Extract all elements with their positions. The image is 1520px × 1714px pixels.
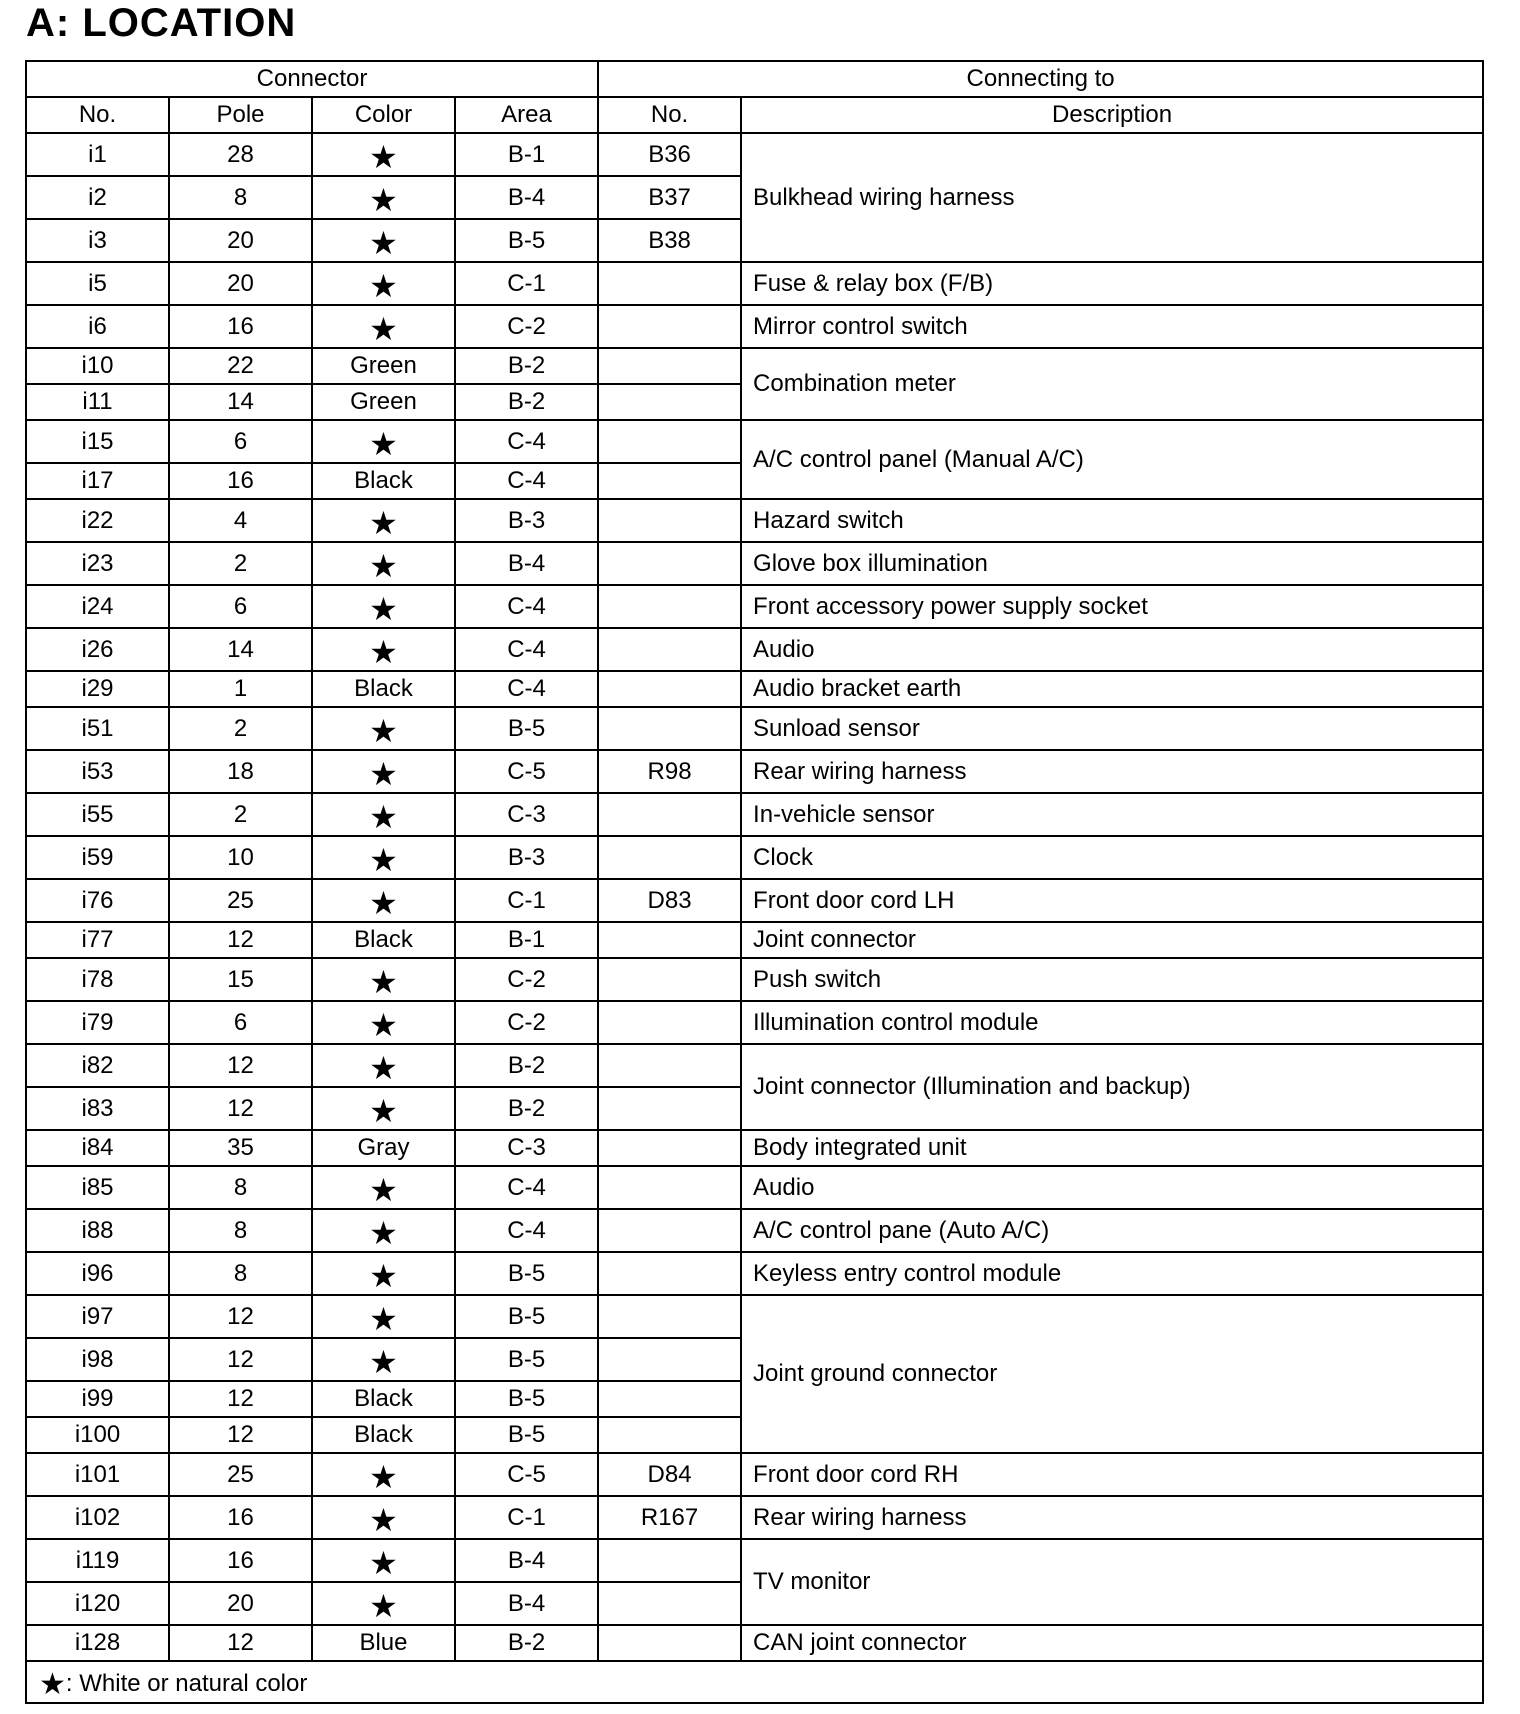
area-cell: C-4 [455,463,598,499]
star-icon: ★ [369,633,398,670]
table-row [26,671,1483,707]
color-cell [312,1338,455,1381]
area-cell: C-1 [455,262,598,305]
area-cell: C-4 [455,671,598,707]
color-cell: Black [312,1417,455,1453]
connector-no-cell: i128 [26,1625,169,1661]
color-cell [312,542,455,585]
area-cell: C-2 [455,305,598,348]
table-row [26,585,1483,628]
pole-cell: 12 [169,1087,312,1130]
connector-no-cell: i17 [26,463,169,499]
star-icon: ★ [369,310,398,347]
area-cell: C-4 [455,628,598,671]
color-cell [312,836,455,879]
pole-cell: 25 [169,1453,312,1496]
legend-text: : White or natural color [65,1669,308,1697]
description-cell: Illumination control module [741,1001,1483,1044]
area-cell: C-3 [455,1130,598,1166]
description-cell: TV monitor [741,1539,1483,1625]
area-cell: B-1 [455,133,598,176]
star-icon: ★ [369,181,398,218]
description-cell: Joint connector [741,922,1483,958]
color-cell [312,750,455,793]
pole-cell: 16 [169,463,312,499]
star-icon: ★ [369,547,398,584]
connector-no-cell: i5 [26,262,169,305]
area-cell: C-3 [455,793,598,836]
area-cell: B-4 [455,176,598,219]
description-cell: Audio [741,1166,1483,1209]
connecting-no-cell: B37 [598,176,741,219]
table-row [26,750,1483,793]
connector-no-cell: i88 [26,1209,169,1252]
area-cell: C-4 [455,585,598,628]
color-cell [312,1295,455,1338]
description-cell: In-vehicle sensor [741,793,1483,836]
table-row [26,1252,1483,1295]
column-header-color: Color [312,97,455,133]
connecting-no-cell: B38 [598,219,741,262]
connector-no-cell: i78 [26,958,169,1001]
connecting-no-cell: D83 [598,879,741,922]
pole-cell: 20 [169,262,312,305]
pole-cell: 20 [169,1582,312,1625]
table-row [26,836,1483,879]
pole-cell: 2 [169,793,312,836]
connecting-no-cell [598,793,741,836]
area-cell: B-2 [455,384,598,420]
pole-cell: 18 [169,750,312,793]
pole-cell: 6 [169,585,312,628]
connecting-no-cell [598,262,741,305]
connector-no-cell: i96 [26,1252,169,1295]
column-header-to-no: No. [598,97,741,133]
pole-cell: 12 [169,1295,312,1338]
star-icon: ★ [369,590,398,627]
star-icon: ★ [369,504,398,541]
connecting-no-cell [598,585,741,628]
star-icon: ★ [369,1049,398,1086]
star-icon: ★ [369,1544,398,1581]
connecting-no-cell [598,1338,741,1381]
connector-no-cell: i51 [26,707,169,750]
table-row [26,1453,1483,1496]
table-row [26,133,1483,176]
color-cell [312,1166,455,1209]
pole-cell: 16 [169,1496,312,1539]
star-icon: ★ [369,1300,398,1337]
pole-cell: 20 [169,219,312,262]
connector-no-cell: i15 [26,420,169,463]
area-cell: B-2 [455,348,598,384]
table-row [26,1209,1483,1252]
star-icon: ★ [369,1257,398,1294]
star-icon: ★ [369,1458,398,1495]
area-cell: C-5 [455,1453,598,1496]
pole-cell: 8 [169,1166,312,1209]
pole-cell: 25 [169,879,312,922]
connecting-no-cell [598,836,741,879]
pole-cell: 14 [169,384,312,420]
connecting-no-cell [598,1539,741,1582]
pole-cell: 12 [169,1625,312,1661]
color-cell [312,1453,455,1496]
pole-cell: 6 [169,1001,312,1044]
connector-no-cell: i101 [26,1453,169,1496]
pole-cell: 2 [169,707,312,750]
table-row [26,420,1483,463]
connecting-no-cell: R167 [598,1496,741,1539]
column-header-pole: Pole [169,97,312,133]
area-cell: C-1 [455,1496,598,1539]
legend [26,1661,1483,1703]
description-cell: Front door cord RH [741,1453,1483,1496]
area-cell: B-5 [455,707,598,750]
connecting-no-cell [598,1582,741,1625]
pole-cell: 22 [169,348,312,384]
connector-no-cell: i2 [26,176,169,219]
description-cell: Clock [741,836,1483,879]
connector-no-cell: i23 [26,542,169,585]
connector-no-cell: i76 [26,879,169,922]
pole-cell: 2 [169,542,312,585]
connector-no-cell: i53 [26,750,169,793]
star-icon: ★ [369,841,398,878]
area-cell: B-3 [455,499,598,542]
connector-group-header: Connector [26,61,598,97]
connecting-no-cell: D84 [598,1453,741,1496]
connector-no-cell: i84 [26,1130,169,1166]
description-cell: Joint ground connector [741,1295,1483,1453]
pole-cell: 15 [169,958,312,1001]
area-cell: B-2 [455,1087,598,1130]
connector-no-cell: i6 [26,305,169,348]
description-cell: Rear wiring harness [741,1496,1483,1539]
color-cell [312,305,455,348]
star-icon: ★ [369,138,398,175]
connector-no-cell: i102 [26,1496,169,1539]
table-row [26,922,1483,958]
color-cell [312,420,455,463]
description-cell: Keyless entry control module [741,1252,1483,1295]
connector-no-cell: i22 [26,499,169,542]
connector-no-cell: i10 [26,348,169,384]
column-header-area: Area [455,97,598,133]
color-cell [312,1044,455,1087]
table-row [26,348,1483,384]
connecting-no-cell [598,1087,741,1130]
color-cell [312,176,455,219]
color-cell: Black [312,1381,455,1417]
color-cell [312,1209,455,1252]
pole-cell: 8 [169,176,312,219]
star-icon: ★ [369,1006,398,1043]
table-row [26,1539,1483,1582]
star-icon: ★ [369,1171,398,1208]
pole-cell: 10 [169,836,312,879]
star-icon: ★ [369,1343,398,1380]
column-header-no: No. [26,97,169,133]
pole-cell: 35 [169,1130,312,1166]
color-cell [312,262,455,305]
connector-no-cell: i119 [26,1539,169,1582]
color-cell [312,628,455,671]
area-cell: B-1 [455,922,598,958]
description-cell: Joint connector (Illumination and backup) [741,1044,1483,1130]
pole-cell: 12 [169,1338,312,1381]
color-cell [312,585,455,628]
color-cell [312,133,455,176]
star-icon: ★ [369,224,398,261]
color-cell [312,879,455,922]
pole-cell: 1 [169,671,312,707]
table-row [26,1044,1483,1087]
connecting-no-cell [598,1001,741,1044]
pole-cell: 16 [169,1539,312,1582]
table-row [26,305,1483,348]
description-cell: Hazard switch [741,499,1483,542]
area-cell: B-5 [455,1252,598,1295]
connector-no-cell: i77 [26,922,169,958]
star-icon: ★ [369,1214,398,1251]
table-row [26,1130,1483,1166]
connecting-no-cell [598,1209,741,1252]
color-cell [312,1582,455,1625]
color-cell [312,499,455,542]
connecting-no-cell [598,499,741,542]
connecting-no-cell [598,348,741,384]
color-cell: Black [312,671,455,707]
area-cell: B-4 [455,1582,598,1625]
area-cell: B-5 [455,219,598,262]
connector-no-cell: i1 [26,133,169,176]
connecting-no-cell [598,542,741,585]
pole-cell: 16 [169,305,312,348]
area-cell: C-5 [455,750,598,793]
connecting-no-cell [598,671,741,707]
description-cell: Body integrated unit [741,1130,1483,1166]
table-row [26,1625,1483,1661]
connecting-no-cell [598,1295,741,1338]
pole-cell: 8 [169,1252,312,1295]
table-row [26,793,1483,836]
star-icon: ★ [369,1092,398,1129]
connector-no-cell: i97 [26,1295,169,1338]
color-cell: Green [312,348,455,384]
color-cell: Blue [312,1625,455,1661]
table-row [26,1001,1483,1044]
connector-no-cell: i55 [26,793,169,836]
description-cell: Fuse & relay box (F/B) [741,262,1483,305]
color-cell [312,1539,455,1582]
area-cell: B-5 [455,1417,598,1453]
connector-no-cell: i82 [26,1044,169,1087]
description-cell: Bulkhead wiring harness [741,133,1483,262]
connector-no-cell: i26 [26,628,169,671]
connecting-no-cell [598,628,741,671]
star-icon: ★ [369,267,398,304]
page-title: A: LOCATION [26,1,297,45]
color-cell [312,793,455,836]
table-row [26,628,1483,671]
description-cell: A/C control pane (Auto A/C) [741,1209,1483,1252]
description-cell: Push switch [741,958,1483,1001]
connecting-no-cell [598,384,741,420]
connecting-no-cell [598,1625,741,1661]
color-cell [312,1087,455,1130]
connecting-to-group-header: Connecting to [598,61,1483,97]
description-cell: Sunload sensor [741,707,1483,750]
connector-no-cell: i99 [26,1381,169,1417]
connector-no-cell: i83 [26,1087,169,1130]
connecting-no-cell [598,1417,741,1453]
connecting-no-cell [598,305,741,348]
area-cell: B-4 [455,1539,598,1582]
connector-no-cell: i24 [26,585,169,628]
connector-no-cell: i29 [26,671,169,707]
connector-no-cell: i98 [26,1338,169,1381]
star-icon: ★ [369,1501,398,1538]
area-cell: B-2 [455,1044,598,1087]
table-row [26,958,1483,1001]
pole-cell: 28 [169,133,312,176]
connecting-no-cell [598,922,741,958]
description-cell: Rear wiring harness [741,750,1483,793]
color-cell: Green [312,384,455,420]
pole-cell: 12 [169,1417,312,1453]
color-cell: Black [312,463,455,499]
connecting-no-cell [598,707,741,750]
connecting-no-cell: B36 [598,133,741,176]
color-cell [312,1252,455,1295]
connector-no-cell: i79 [26,1001,169,1044]
connector-no-cell: i120 [26,1582,169,1625]
description-cell: Audio bracket earth [741,671,1483,707]
connecting-no-cell [598,420,741,463]
pole-cell: 14 [169,628,312,671]
area-cell: C-4 [455,420,598,463]
column-header-description: Description [741,97,1483,133]
color-cell [312,958,455,1001]
description-cell: Front accessory power supply socket [741,585,1483,628]
connecting-no-cell: R98 [598,750,741,793]
description-cell: Front door cord LH [741,879,1483,922]
connector-no-cell: i59 [26,836,169,879]
description-cell: Glove box illumination [741,542,1483,585]
table-row [26,499,1483,542]
star-icon: ★ [369,1587,398,1624]
connector-no-cell: i11 [26,384,169,420]
star-icon: ★ [369,884,398,921]
color-cell [312,1001,455,1044]
table-row [26,542,1483,585]
area-cell: B-3 [455,836,598,879]
pole-cell: 12 [169,922,312,958]
star-icon: ★ [369,755,398,792]
connector-no-cell: i100 [26,1417,169,1453]
connecting-no-cell [598,958,741,1001]
table-row [26,879,1483,922]
description-cell: CAN joint connector [741,1625,1483,1661]
area-cell: B-2 [455,1625,598,1661]
pole-cell: 12 [169,1381,312,1417]
connecting-no-cell [598,1166,741,1209]
description-cell: Mirror control switch [741,305,1483,348]
description-cell: Combination meter [741,348,1483,420]
area-cell: C-2 [455,1001,598,1044]
area-cell: B-4 [455,542,598,585]
area-cell: C-2 [455,958,598,1001]
pole-cell: 8 [169,1209,312,1252]
area-cell: C-4 [455,1166,598,1209]
table-row [26,1295,1483,1338]
connecting-no-cell [598,1381,741,1417]
area-cell: B-5 [455,1295,598,1338]
area-cell: B-5 [455,1338,598,1381]
description-cell: Audio [741,628,1483,671]
area-cell: C-1 [455,879,598,922]
color-cell [312,1496,455,1539]
star-icon: ★ [369,425,398,462]
connector-no-cell: i3 [26,219,169,262]
connecting-no-cell [598,1130,741,1166]
connector-no-cell: i85 [26,1166,169,1209]
star-icon: ★ [369,798,398,835]
connecting-no-cell [598,1044,741,1087]
pole-cell: 6 [169,420,312,463]
star-icon: ★ [369,963,398,1000]
location-table [25,60,1484,1704]
area-cell: C-4 [455,1209,598,1252]
table-row [26,1166,1483,1209]
color-cell: Black [312,922,455,958]
pole-cell: 4 [169,499,312,542]
pole-cell: 12 [169,1044,312,1087]
color-cell [312,707,455,750]
area-cell: B-5 [455,1381,598,1417]
table-row [26,707,1483,750]
description-cell: A/C control panel (Manual A/C) [741,420,1483,499]
color-cell: Gray [312,1130,455,1166]
table-row [26,1496,1483,1539]
table-row [26,262,1483,305]
connecting-no-cell [598,1252,741,1295]
star-icon: ★ [369,712,398,749]
connecting-no-cell [598,463,741,499]
star-icon: ★ [39,1667,66,1701]
color-cell [312,219,455,262]
